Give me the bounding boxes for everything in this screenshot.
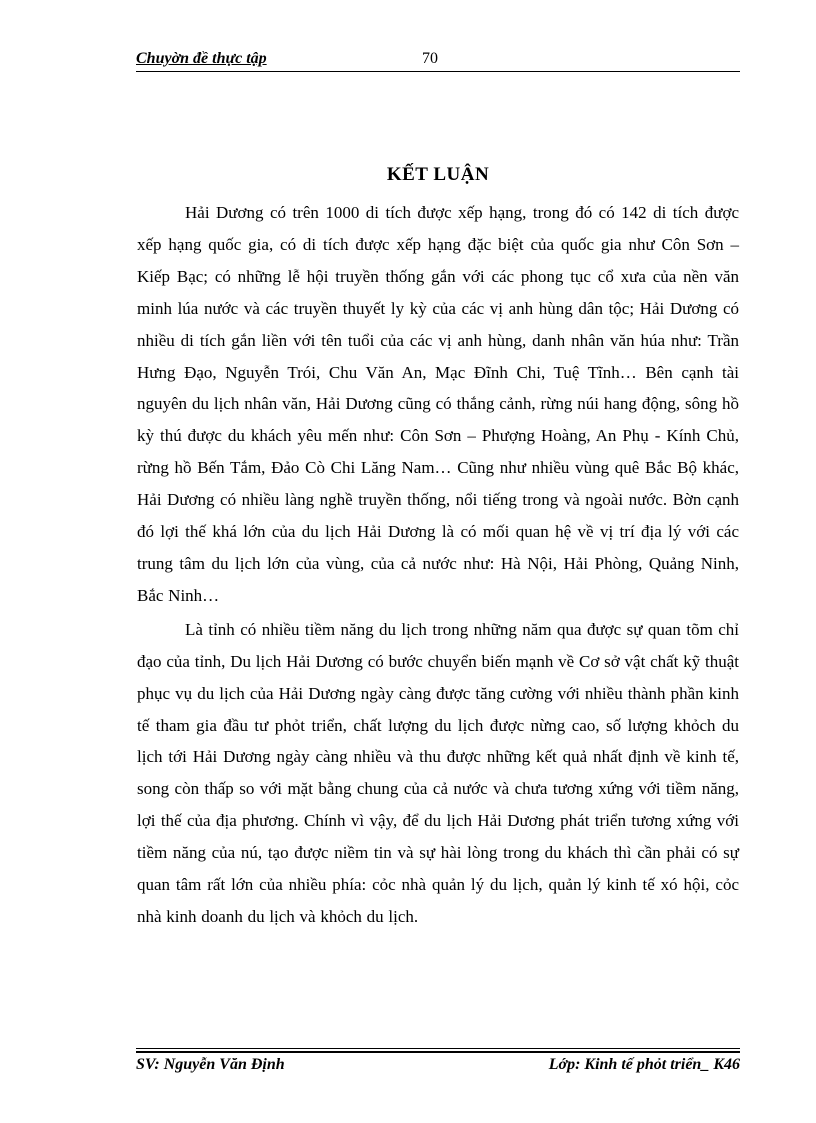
header-title: Chuyờn đề thực tập bbox=[136, 50, 267, 67]
header-divider bbox=[136, 71, 740, 72]
paragraph-1: Hải Dương có trên 1000 di tích được xếp hạng, trong đó có 142 di tích được xếp hạng quốc gia, có di tích được xếp hạng đặc biệt của quốc gia như Côn Sơn – Kiếp Bạc; có những lễ hội truyền thống gắn với các phong tục cổ xưa của nền văn minh lúa nước và các truyền thuyết ly kỳ của các vị anh hùng dân tộc; Hải Dương có nhiều di tích gắn liền với tên tuổi của các vị anh hùng, danh nhân văn húa như: Trần Hưng Đạo, Nguyễn Trói, Chu Văn An, Mạc Đĩnh Chi, Tuệ Tĩnh… Bên cạnh tài nguyên du lịch nhân văn, Hải Dương cũng có thắng cảnh, rừng núi hang động, sông hồ kỳ thú được du khách yêu mến như: Côn Sơn – Phượng Hoàng, An Phụ - Kính Chủ, rừng hồ Bến Tắm, Đảo Cò Chi Lăng Nam… Cũng như nhiều vùng quê Bắc Bộ khác, Hải Dương có nhiều làng nghề truyền thống, nổi tiếng trong và ngoài nước. Bờn cạnh đó lợi thế khá lớn của du lịch Hải Dương là có mối quan hệ về vị trí địa lý với các trung tâm du lịch lớn của vùng, của cả nước như: Hà Nội, Hải Phòng, Quảng Ninh, Bắc Ninh… bbox=[137, 203, 739, 605]
section-title: KẾT LUẬN bbox=[386, 164, 490, 185]
paragraph-2: Là tỉnh có nhiều tiềm năng du lịch trong những năm qua được sự quan tõm chỉ đạo của tỉnh, Du lịch Hải Dương có bước chuyển biến mạnh về Cơ sở vật chất kỹ thuật phục vụ du lịch của Hải Dương ngày càng được tăng cường với nhiều thành phần kinh tế tham gia đầu tư phỏt triển, chất lượng du lịch được nừng cao, số lượng khỏch du lịch tới Hải Dương ngày càng nhiều và thu được những kết quả nhất định về kinh tế, song còn thấp so với mặt bằng chung của cả nước và chưa tương xứng với tiềm năng, lợi thế của địa phương. Chính vì vậy, để du lịch Hải Dương phát triển tương xứng với tiềm năng của nú, tạo được niềm tin và sự hài lòng trong du khách thì cần phải có sự quan tâm rất lớn của nhiều phía: cỏc nhà quản lý du lịch, quản lý kinh tế xó hội, cỏc nhà kinh doanh du lịch và khỏch du lịch. bbox=[137, 619, 739, 926]
page-header bbox=[136, 50, 740, 72]
footer-student: SV: Nguyễn Văn Định bbox=[136, 1056, 285, 1073]
page-number: 70 bbox=[422, 50, 438, 67]
footer-divider-thick bbox=[136, 1051, 740, 1053]
page-footer bbox=[136, 1056, 740, 1078]
footer-divider-thin bbox=[136, 1048, 740, 1049]
document-body bbox=[137, 197, 739, 933]
footer-class: Lớp: Kinh tế phỏt triển_ K46 bbox=[548, 1056, 740, 1073]
